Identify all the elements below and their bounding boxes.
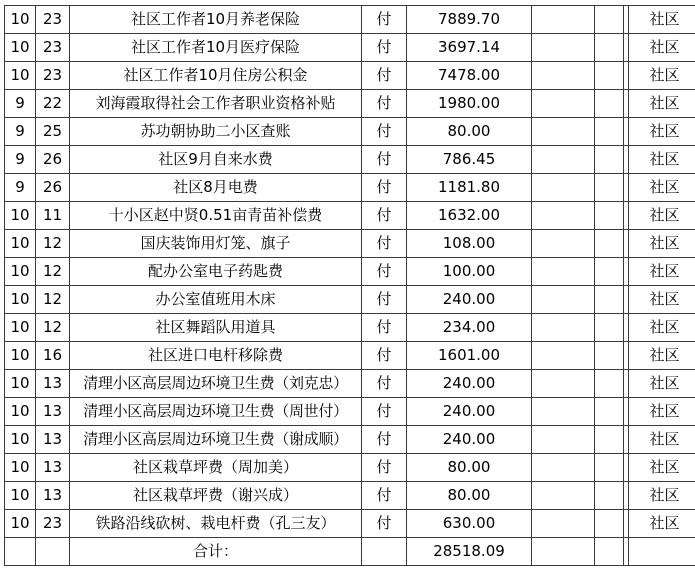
table-row bbox=[5, 370, 695, 398]
org-cell: 社区 bbox=[629, 426, 695, 454]
amount-cell: 240.00 bbox=[407, 426, 532, 454]
amount-cell: 240.00 bbox=[407, 370, 532, 398]
blank-cell bbox=[595, 6, 624, 34]
blank-cell bbox=[629, 538, 695, 566]
month-cell: 10 bbox=[5, 314, 36, 342]
table-row bbox=[5, 6, 695, 34]
table-row bbox=[5, 230, 695, 258]
blank-cell bbox=[595, 174, 624, 202]
amount-cell: 80.00 bbox=[407, 454, 532, 482]
blank-cell bbox=[595, 230, 624, 258]
blank-cell bbox=[532, 482, 595, 510]
org-cell: 社区 bbox=[629, 482, 695, 510]
day-cell: 12 bbox=[36, 314, 70, 342]
blank-cell bbox=[595, 118, 624, 146]
month-cell: 10 bbox=[5, 258, 36, 286]
amount-cell: 786.45 bbox=[407, 146, 532, 174]
table-row bbox=[5, 314, 695, 342]
summary-cell: 社区工作者10月住房公积金 bbox=[70, 62, 362, 90]
org-cell: 社区 bbox=[629, 454, 695, 482]
type-cell: 付 bbox=[362, 90, 407, 118]
blank-cell bbox=[532, 398, 595, 426]
blank-cell bbox=[532, 258, 595, 286]
blank-cell bbox=[532, 426, 595, 454]
day-cell: 13 bbox=[36, 482, 70, 510]
amount-cell: 1181.80 bbox=[407, 174, 532, 202]
type-cell: 付 bbox=[362, 370, 407, 398]
org-cell: 社区 bbox=[629, 34, 695, 62]
month-cell: 10 bbox=[5, 202, 36, 230]
summary-cell: 办公室值班用木床 bbox=[70, 286, 362, 314]
day-cell: 12 bbox=[36, 258, 70, 286]
org-cell: 社区 bbox=[629, 62, 695, 90]
day-cell: 13 bbox=[36, 370, 70, 398]
day-cell: 23 bbox=[36, 510, 70, 538]
amount-cell: 240.00 bbox=[407, 286, 532, 314]
table-row bbox=[5, 90, 695, 118]
amount-cell: 80.00 bbox=[407, 118, 532, 146]
amount-cell: 80.00 bbox=[407, 482, 532, 510]
org-cell: 社区 bbox=[629, 90, 695, 118]
month-cell: 10 bbox=[5, 286, 36, 314]
type-cell: 付 bbox=[362, 398, 407, 426]
summary-cell: 清理小区高层周边环境卫生费（谢成顺） bbox=[70, 426, 362, 454]
org-cell: 社区 bbox=[629, 146, 695, 174]
summary-cell: 社区栽草坪费（周加美） bbox=[70, 454, 362, 482]
table-row bbox=[5, 34, 695, 62]
blank-cell bbox=[5, 538, 36, 566]
blank-cell bbox=[532, 538, 595, 566]
type-cell: 付 bbox=[362, 258, 407, 286]
blank-cell bbox=[595, 454, 624, 482]
blank-cell bbox=[595, 398, 624, 426]
table-row bbox=[5, 62, 695, 90]
day-cell: 12 bbox=[36, 286, 70, 314]
day-cell: 23 bbox=[36, 34, 70, 62]
total-row bbox=[5, 538, 695, 566]
type-cell: 付 bbox=[362, 426, 407, 454]
blank-cell bbox=[595, 482, 624, 510]
blank-cell bbox=[532, 314, 595, 342]
summary-cell: 社区9月自来水费 bbox=[70, 146, 362, 174]
summary-cell: 社区舞蹈队用道具 bbox=[70, 314, 362, 342]
blank-cell bbox=[532, 230, 595, 258]
day-cell: 13 bbox=[36, 398, 70, 426]
blank-cell bbox=[532, 34, 595, 62]
table-row bbox=[5, 454, 695, 482]
summary-cell: 铁路沿线砍树、栽电杆费（孔三友） bbox=[70, 510, 362, 538]
day-cell: 16 bbox=[36, 342, 70, 370]
month-cell: 10 bbox=[5, 62, 36, 90]
type-cell: 付 bbox=[362, 314, 407, 342]
blank-cell bbox=[595, 538, 624, 566]
type-cell: 付 bbox=[362, 202, 407, 230]
summary-cell: 社区进口电杆移除费 bbox=[70, 342, 362, 370]
month-cell: 10 bbox=[5, 454, 36, 482]
amount-cell: 1632.00 bbox=[407, 202, 532, 230]
summary-cell: 刘海霞取得社会工作者职业资格补贴 bbox=[70, 90, 362, 118]
day-cell: 26 bbox=[36, 146, 70, 174]
blank-cell bbox=[595, 426, 624, 454]
table-row bbox=[5, 398, 695, 426]
month-cell: 10 bbox=[5, 370, 36, 398]
blank-cell bbox=[595, 34, 624, 62]
month-cell: 9 bbox=[5, 174, 36, 202]
day-cell: 11 bbox=[36, 202, 70, 230]
blank-cell bbox=[532, 454, 595, 482]
blank-cell bbox=[362, 538, 407, 566]
blank-cell bbox=[595, 370, 624, 398]
type-cell: 付 bbox=[362, 118, 407, 146]
org-cell: 社区 bbox=[629, 230, 695, 258]
blank-cell bbox=[532, 174, 595, 202]
day-cell: 13 bbox=[36, 454, 70, 482]
blank-cell bbox=[532, 118, 595, 146]
day-cell: 13 bbox=[36, 426, 70, 454]
month-cell: 10 bbox=[5, 6, 36, 34]
expense-ledger-table bbox=[4, 5, 695, 566]
month-cell: 10 bbox=[5, 426, 36, 454]
blank-cell bbox=[36, 538, 70, 566]
summary-cell: 清理小区高层周边环境卫生费（周世付） bbox=[70, 398, 362, 426]
total-label: 合计： bbox=[70, 538, 362, 566]
blank-cell bbox=[532, 6, 595, 34]
amount-cell: 7889.70 bbox=[407, 6, 532, 34]
amount-cell: 1980.00 bbox=[407, 90, 532, 118]
blank-cell bbox=[595, 202, 624, 230]
type-cell: 付 bbox=[362, 286, 407, 314]
summary-cell: 清理小区高层周边环境卫生费（刘克忠） bbox=[70, 370, 362, 398]
org-cell: 社区 bbox=[629, 286, 695, 314]
month-cell: 10 bbox=[5, 510, 36, 538]
day-cell: 25 bbox=[36, 118, 70, 146]
org-cell: 社区 bbox=[629, 202, 695, 230]
day-cell: 23 bbox=[36, 6, 70, 34]
blank-cell bbox=[595, 314, 624, 342]
type-cell: 付 bbox=[362, 482, 407, 510]
month-cell: 9 bbox=[5, 146, 36, 174]
blank-cell bbox=[595, 90, 624, 118]
amount-cell: 630.00 bbox=[407, 510, 532, 538]
summary-cell: 国庆装饰用灯笼、旗子 bbox=[70, 230, 362, 258]
month-cell: 10 bbox=[5, 482, 36, 510]
blank-cell bbox=[595, 342, 624, 370]
month-cell: 10 bbox=[5, 34, 36, 62]
summary-cell: 苏功朝协助二小区查账 bbox=[70, 118, 362, 146]
type-cell: 付 bbox=[362, 510, 407, 538]
type-cell: 付 bbox=[362, 146, 407, 174]
summary-cell: 社区栽草坪费（谢兴成） bbox=[70, 482, 362, 510]
table-row bbox=[5, 174, 695, 202]
org-cell: 社区 bbox=[629, 258, 695, 286]
month-cell: 10 bbox=[5, 230, 36, 258]
table-row bbox=[5, 146, 695, 174]
day-cell: 26 bbox=[36, 174, 70, 202]
org-cell: 社区 bbox=[629, 510, 695, 538]
org-cell: 社区 bbox=[629, 398, 695, 426]
org-cell: 社区 bbox=[629, 342, 695, 370]
summary-cell: 十小区赵中贤0.51亩青苗补偿费 bbox=[70, 202, 362, 230]
table-row bbox=[5, 342, 695, 370]
blank-cell bbox=[595, 258, 624, 286]
summary-cell: 配办公室电子药匙费 bbox=[70, 258, 362, 286]
org-cell: 社区 bbox=[629, 314, 695, 342]
amount-cell: 3697.14 bbox=[407, 34, 532, 62]
table-row bbox=[5, 286, 695, 314]
amount-cell: 1601.00 bbox=[407, 342, 532, 370]
table-row bbox=[5, 510, 695, 538]
month-cell: 10 bbox=[5, 342, 36, 370]
type-cell: 付 bbox=[362, 34, 407, 62]
type-cell: 付 bbox=[362, 454, 407, 482]
blank-cell bbox=[532, 286, 595, 314]
amount-cell: 7478.00 bbox=[407, 62, 532, 90]
amount-cell: 100.00 bbox=[407, 258, 532, 286]
type-cell: 付 bbox=[362, 342, 407, 370]
month-cell: 10 bbox=[5, 398, 36, 426]
month-cell: 9 bbox=[5, 118, 36, 146]
blank-cell bbox=[532, 370, 595, 398]
type-cell: 付 bbox=[362, 62, 407, 90]
blank-cell bbox=[532, 342, 595, 370]
org-cell: 社区 bbox=[629, 6, 695, 34]
blank-cell bbox=[595, 510, 624, 538]
blank-cell bbox=[595, 286, 624, 314]
blank-cell bbox=[532, 146, 595, 174]
day-cell: 23 bbox=[36, 62, 70, 90]
table-row bbox=[5, 482, 695, 510]
blank-cell bbox=[595, 62, 624, 90]
summary-cell: 社区工作者10月养老保险 bbox=[70, 6, 362, 34]
table-row bbox=[5, 258, 695, 286]
blank-cell bbox=[532, 202, 595, 230]
amount-cell: 240.00 bbox=[407, 398, 532, 426]
type-cell: 付 bbox=[362, 230, 407, 258]
type-cell: 付 bbox=[362, 174, 407, 202]
org-cell: 社区 bbox=[629, 370, 695, 398]
org-cell: 社区 bbox=[629, 118, 695, 146]
month-cell: 9 bbox=[5, 90, 36, 118]
org-cell: 社区 bbox=[629, 174, 695, 202]
day-cell: 12 bbox=[36, 230, 70, 258]
amount-cell: 108.00 bbox=[407, 230, 532, 258]
type-cell: 付 bbox=[362, 6, 407, 34]
blank-cell bbox=[532, 62, 595, 90]
summary-cell: 社区工作者10月医疗保险 bbox=[70, 34, 362, 62]
total-amount: 28518.09 bbox=[407, 538, 532, 566]
day-cell: 22 bbox=[36, 90, 70, 118]
blank-cell bbox=[595, 146, 624, 174]
amount-cell: 234.00 bbox=[407, 314, 532, 342]
ledger-body bbox=[5, 6, 695, 566]
summary-cell: 社区8月电费 bbox=[70, 174, 362, 202]
blank-cell bbox=[532, 90, 595, 118]
table-row bbox=[5, 118, 695, 146]
table-row bbox=[5, 202, 695, 230]
table-row bbox=[5, 426, 695, 454]
blank-cell bbox=[532, 510, 595, 538]
